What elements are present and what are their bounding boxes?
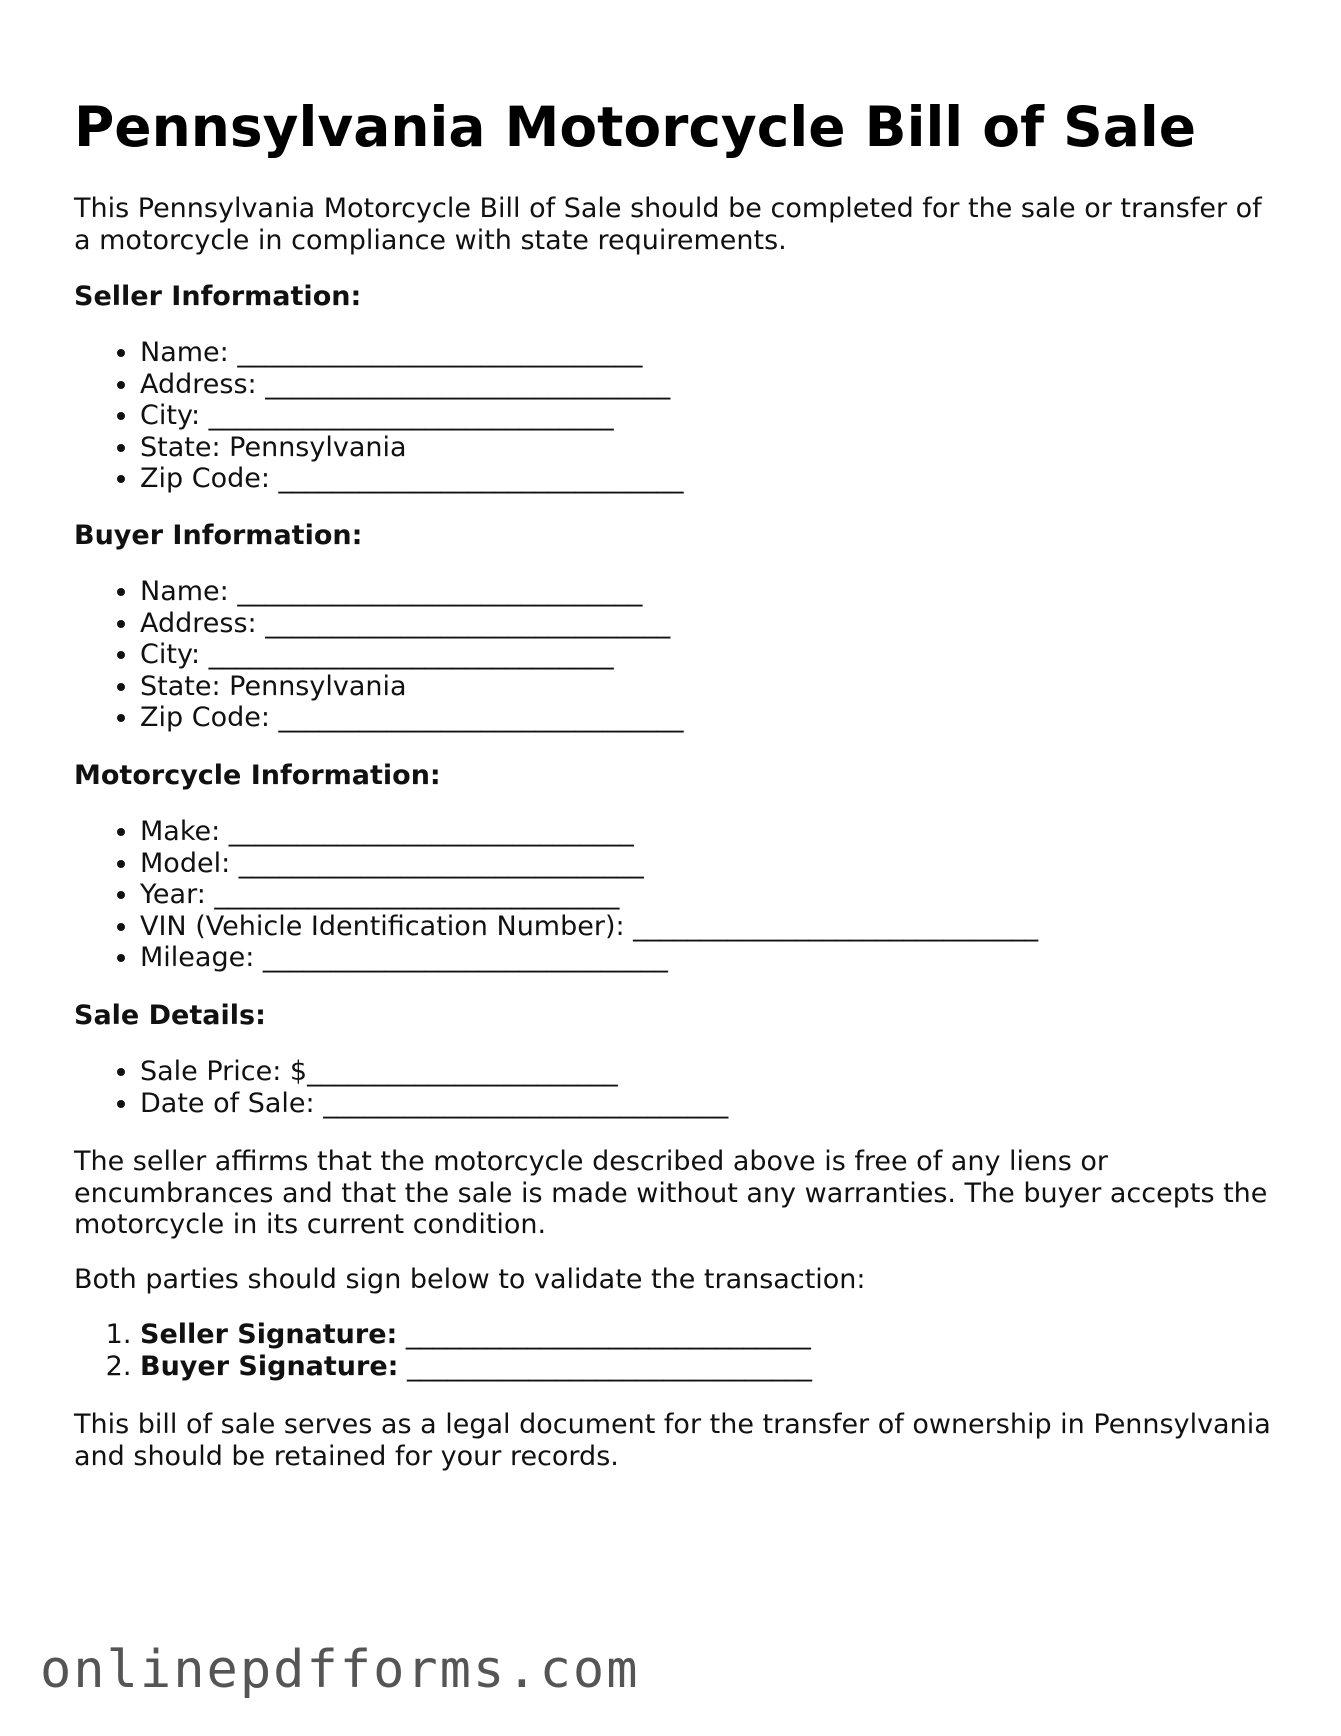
buyer-name-field: • Name: ______________________________ — [140, 576, 684, 608]
motorcycle-heading: Motorcycle Information: — [74, 760, 441, 791]
motorcycle-year-field: • Year: ______________________________ — [140, 879, 1038, 911]
buyer-fields — [74, 576, 684, 734]
seller-name-field: • Name: ______________________________ — [140, 337, 684, 369]
seller-signature-blank: ______________________________ — [397, 1319, 811, 1350]
sign-instruction: Both parties should sign below to validate the transaction: — [74, 1264, 866, 1295]
seller-address-field: • Address: ______________________________ — [140, 369, 684, 401]
motorcycle-fields — [74, 816, 1038, 974]
signature-list — [74, 1319, 812, 1382]
page-title: Pennsylvania Motorcycle Bill of Sale — [74, 95, 1197, 159]
buyer-state-field: • State: Pennsylvania — [140, 671, 684, 703]
closing-paragraph: This bill of sale serves as a legal document for the transfer of ownership in Pennsylvania and should be retained for your records. — [74, 1409, 1271, 1472]
buyer-signature-label: Buyer Signature: — [140, 1350, 399, 1382]
motorcycle-mileage-field: • Mileage: ______________________________ — [140, 942, 1038, 974]
watermark-text: onlinepdfforms.com — [40, 1640, 640, 1700]
sale-heading: Sale Details: — [74, 1000, 266, 1031]
seller-signature-label: Seller Signature: — [140, 1319, 398, 1350]
buyer-signature-line — [140, 1351, 812, 1383]
motorcycle-make-field: • Make: ______________________________ — [140, 816, 1038, 848]
buyer-city-field: • City: ______________________________ — [140, 639, 684, 671]
buyer-address-field: • Address: ______________________________ — [140, 608, 684, 640]
sale-fields — [74, 1056, 728, 1119]
sale-price-field: • Sale Price: $_______________________ — [140, 1056, 728, 1088]
affirmation-paragraph: The seller affirms that the motorcycle described above is free of any liens or encumbrances and that the sale is made without any warranties. The buyer accepts the motorcycle in its current condition. — [74, 1146, 1268, 1240]
intro-paragraph: This Pennsylvania Motorcycle Bill of Sale should be completed for the sale or transfer of a motorcycle in compliance with state requirements. — [74, 193, 1262, 256]
seller-fields — [74, 337, 684, 495]
motorcycle-model-field: • Model: ______________________________ — [140, 848, 1038, 880]
buyer-signature-blank: ______________________________ — [398, 1350, 813, 1382]
motorcycle-vin-field: • VIN (Vehicle Identification Number): ______________________________ — [140, 911, 1038, 943]
seller-state-field: • State: Pennsylvania — [140, 432, 684, 464]
seller-city-field: • City: ______________________________ — [140, 400, 684, 432]
seller-signature-line — [140, 1319, 812, 1351]
seller-zip-field: • Zip Code: ______________________________ — [140, 463, 684, 495]
seller-heading: Seller Information: — [74, 281, 362, 312]
buyer-heading: Buyer Information: — [74, 520, 363, 551]
buyer-zip-field: • Zip Code: ______________________________ — [140, 702, 684, 734]
sale-date-field: • Date of Sale: ______________________________ — [140, 1088, 728, 1120]
